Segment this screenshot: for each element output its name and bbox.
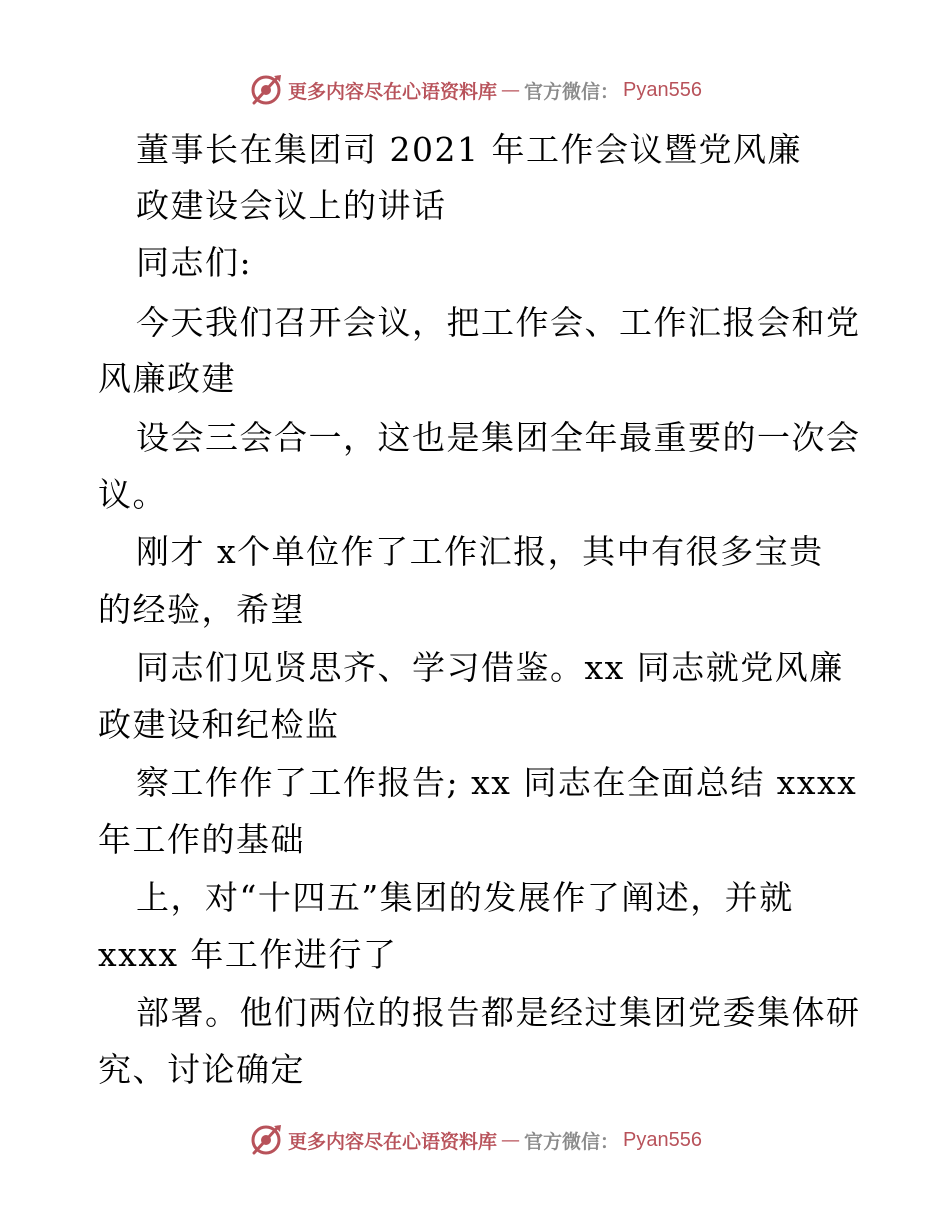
paragraph-line: 的经验，希望	[98, 590, 305, 629]
document-title-line-1: 董事长在集团司 2021 年工作会议暨党风廉	[136, 130, 802, 169]
paragraph-line: 察工作作了工作报告; xx 同志在全面总结 xxxx	[136, 763, 858, 802]
paragraph-line: 政建设和纪检监	[98, 705, 340, 744]
paragraph-line: 风廉政建	[98, 359, 236, 398]
watermark-banner-top	[0, 70, 950, 110]
watermark-main-text: 更多内容尽在心语资料库	[288, 1130, 498, 1153]
paragraph-line: 上，对“十四五”集团的发展作了阐述，并就	[136, 878, 794, 917]
paragraph-line: 设会三会合一，这也是集团全年最重要的一次会	[136, 418, 861, 457]
watermark-main-text: 更多内容尽在心语资料库	[288, 80, 498, 103]
watermark-wechat-label: 官方微信：	[524, 1130, 620, 1153]
watermark-wechat-id: Pyan556	[623, 1128, 702, 1151]
paragraph-line: 部署。他们两位的报告都是经过集团党委集体研	[136, 993, 861, 1032]
paragraph-line: 究、讨论确定	[98, 1050, 305, 1089]
quill-seal-logo-icon	[248, 72, 284, 108]
watermark-banner-content	[248, 72, 702, 108]
watermark-banner-bottom	[0, 1120, 950, 1160]
paragraph-line: 议。	[98, 475, 167, 514]
watermark-separator: —	[501, 79, 521, 101]
watermark-separator: —	[501, 1129, 521, 1151]
paragraph-line: 同志们见贤思齐、学习借鉴。xx 同志就党风廉	[136, 648, 844, 687]
paragraph-line: 年工作的基础	[98, 820, 305, 859]
paragraph-line: 刚才 x个单位作了工作汇报，其中有很多宝贵	[136, 532, 824, 571]
quill-seal-logo-icon	[248, 1122, 284, 1158]
watermark-banner-content	[248, 1122, 702, 1158]
document-title-line-2: 政建设会议上的讲话	[136, 186, 447, 225]
paragraph-line: xxxx 年工作进行了	[98, 935, 398, 974]
salutation: 同志们:	[136, 243, 253, 282]
watermark-wechat-label: 官方微信：	[524, 80, 620, 103]
watermark-wechat-id: Pyan556	[623, 78, 702, 101]
paragraph-line: 今天我们召开会议，把工作会、工作汇报会和党	[136, 303, 861, 342]
